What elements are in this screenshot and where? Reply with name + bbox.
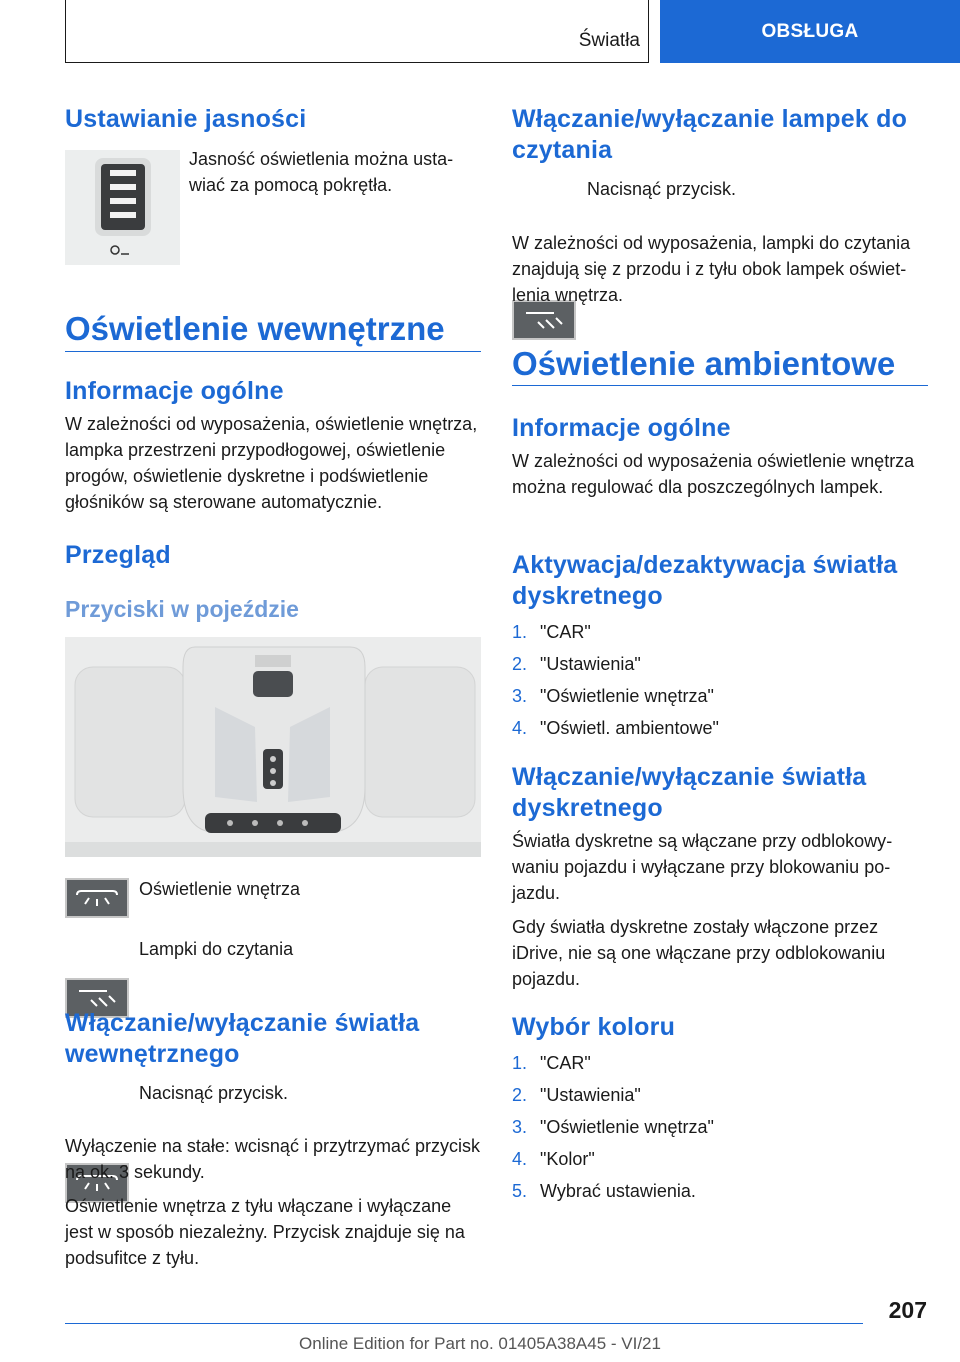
toggle-section bbox=[65, 1008, 481, 1070]
list-item: 3. "Oświetlenie wnętrza" bbox=[512, 1117, 714, 1137]
interior-heading: Oświetlenie wewnętrzne bbox=[65, 310, 445, 347]
overview-section bbox=[65, 540, 481, 571]
activate-heading: Aktywacja/dezaktywacja światła dyskretnego bbox=[512, 551, 898, 610]
reading-press-wrap bbox=[587, 176, 736, 202]
overhead-console-image bbox=[65, 637, 481, 857]
reading-section bbox=[512, 104, 928, 166]
ambient-rule bbox=[512, 385, 928, 386]
activate-section bbox=[512, 550, 928, 744]
brightness-text: Jasność oświetlenia można ustawiać za pomocą pokrętła. bbox=[189, 149, 454, 195]
general-heading-left: Informacje ogólne bbox=[65, 377, 284, 405]
interior-rule-wrap bbox=[65, 351, 481, 352]
list-item: 5. Wybrać ustawienia. bbox=[512, 1181, 696, 1201]
footer-edition: Online Edition for Part no. 01405A38A45 - VI/21 bbox=[299, 1334, 661, 1353]
reading-press-text: Nacisnąć przycisk. bbox=[587, 179, 737, 199]
reading-text-wrap bbox=[512, 230, 928, 308]
ambient-section bbox=[512, 344, 928, 384]
list-item: 1. "CAR" bbox=[512, 1053, 591, 1073]
dimmer-wheel-image bbox=[65, 150, 180, 265]
activate-steps bbox=[512, 616, 928, 744]
interior-rule bbox=[65, 351, 481, 352]
reading-heading: Włączanie/wyłączanie lampek do czytania bbox=[512, 105, 908, 164]
toggle-text-wrap bbox=[65, 1133, 481, 1271]
toggle-heading: Włączanie/wyłączanie światła wewnętrznego bbox=[65, 1009, 420, 1068]
reading-text: W zależności od wyposażenia, lampki do czytania znajdują się z przodu i z tyłu obok lampek oświetlenia wnętrza. bbox=[512, 233, 911, 305]
chapter-tab[interactable]: OBSŁUGA bbox=[660, 0, 960, 63]
discreet-section bbox=[512, 762, 928, 992]
list-item: 4. "Oświetl. ambientowe" bbox=[512, 718, 719, 738]
discreet-heading: Włączanie/wyłączanie światła dyskretnego bbox=[512, 763, 867, 822]
general-text-right: W zależności od wyposażenia oświetlenie wnętrza można regulować dla poszczególnych lampek. bbox=[512, 451, 915, 497]
general-heading-right: Informacje ogólne bbox=[512, 414, 731, 442]
list-item: 2. "Ustawienia" bbox=[512, 1085, 641, 1105]
general-text-left: W zależności od wyposażenia, oświetlenie wnętrza, lampka przestrzeni przypodłogowej, oświetlenie progów, oświetlenie dyskretne i podświetlenie głośników są sterowane automatycznie. bbox=[65, 414, 478, 512]
color-steps bbox=[512, 1047, 928, 1207]
reading-light-label-wrap bbox=[139, 936, 293, 962]
reading-light-label: Lampki do czytania bbox=[139, 939, 294, 959]
toggle-press-text: Nacisnąć przycisk. bbox=[139, 1083, 289, 1103]
ambient-rule-wrap bbox=[512, 385, 928, 386]
color-heading: Wybór koloru bbox=[512, 1013, 676, 1041]
section-title: Światła bbox=[578, 30, 640, 51]
interior-light-icon bbox=[65, 878, 129, 918]
general-section-right bbox=[512, 413, 928, 500]
toggle-text-2: Oświetlenie wnętrza z tyłu włączane i wyłączane jest w sposób niezależny. Przycisk znajduje się na podsufitce z tyłu. bbox=[65, 1196, 465, 1268]
ambient-heading: Oświetlenie ambientowe bbox=[512, 345, 896, 382]
list-item: 3. "Oświetlenie wnętrza" bbox=[512, 686, 714, 706]
list-item: 2. "Ustawienia" bbox=[512, 654, 641, 674]
interior-light-label-wrap bbox=[139, 876, 300, 902]
discreet-text-1: Światła dyskretne są włączane przy odblokowywaniu pojazdu i wyłączane przy blokowaniu pojazdu. bbox=[512, 831, 893, 903]
toggle-press-wrap bbox=[139, 1080, 288, 1106]
header-frame bbox=[65, 0, 649, 63]
discreet-text-2: Gdy światła dyskretne zostały włączone przez iDrive, nie są one włączane przy odblokowaniu pojazdu. bbox=[512, 917, 886, 989]
brightness-heading: Ustawianie jasności bbox=[65, 105, 307, 133]
overview-heading: Przegląd bbox=[65, 541, 171, 569]
list-item: 4. "Kolor" bbox=[512, 1149, 595, 1169]
buttons-section bbox=[65, 594, 481, 624]
general-section-left bbox=[65, 376, 481, 515]
page-number: 207 bbox=[888, 1297, 927, 1323]
list-item: 1. "CAR" bbox=[512, 622, 591, 642]
interior-light-label: Oświetlenie wnętrza bbox=[139, 879, 301, 899]
brightness-text-wrap bbox=[189, 146, 481, 198]
left-column bbox=[65, 104, 481, 135]
footer-rule bbox=[65, 1323, 863, 1324]
color-section bbox=[512, 1012, 928, 1207]
buttons-heading: Przyciski w pojeździe bbox=[65, 596, 299, 622]
interior-section bbox=[65, 309, 481, 349]
toggle-text-1: Wyłączenie na stałe: wcisnąć i przytrzymać przycisk na ok. 3 sekundy. bbox=[65, 1136, 480, 1182]
